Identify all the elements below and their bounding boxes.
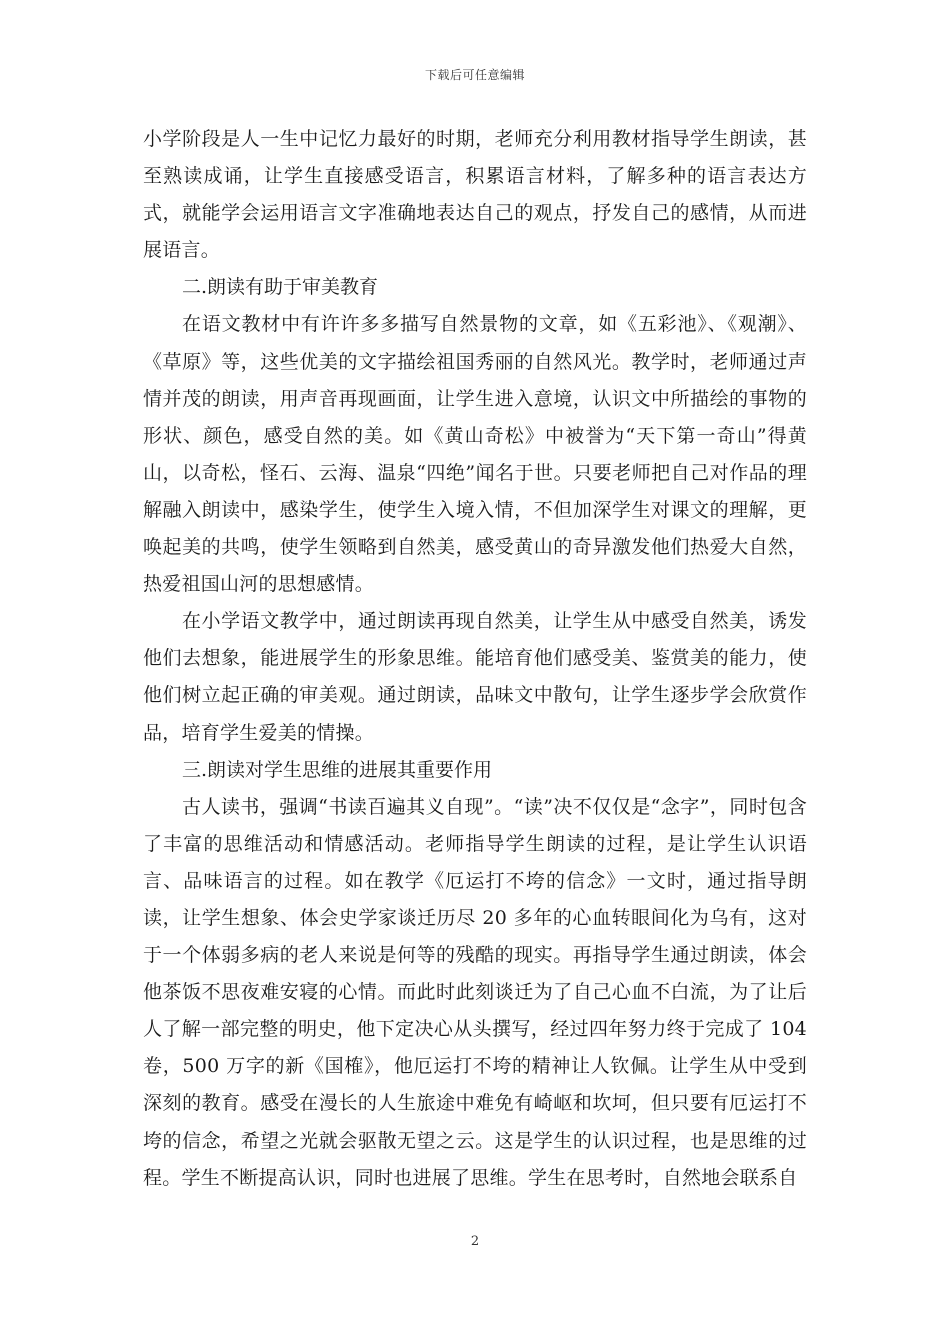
page-header: 下载后可任意编辑 — [424, 68, 525, 82]
section-heading-2: 二.朗读有助于审美教育 — [182, 276, 379, 299]
paragraph-4: 古人读书，强调“书读百遍其义自现”。“读”决不仅仅是“念字”，同时包含了丰富的思维活动和情感活动。老师指导学生朗读的过程，是让学生认识语言、品味语言的过程。如在教学《厄运打不垮的信念》一文时，通过指导朗读，让学生想象、体会史学家谈迁历尽 20 多年的心血转眼间化为乌有，这对于一个体弱多病的老人来说是何等的残酷的现实。再指导学生通过朗读，体会他茶饭不思夜难安寝的心情。而此时此刻谈迁为了自己心血不白流，为了让后人了解一部完整的明史，他下定决心从头撰写，经过四年努力终于完成了 104卷，500 万字的新《国榷》，他厄运打不垮的精神让人钦佩。让学生从中受到深刻的教育。感受在漫长的人生旅途中难免有崎岖和坎坷，但只要有厄运打不垮的信念，希望之光就会驱散无望之云。这是学生的认识过程，也是思维的过程。学生不断提高认识，同时也进展了思维。学生在思考时，自然地会联系自 — [143, 795, 807, 1189]
paragraph-2: 在语文教材中有许许多多描写自然景物的文章，如《五彩池》、《观潮》、《草原》等，这些优美的文字描绘祖国秀丽的自然风光。教学时，老师通过声情并茂的朗读，用声音再现画面，让学生进入意境，认识文中所描绘的事物的形状、颜色，感受自然的美。如《黄山奇松》中被誉为“天下第一奇山”得黄山，以奇松，怪石、云海、温泉“四绝”闻名于世。只要老师把自己对作品的理解融入朗读中，感染学生，使学生入境入情，不但加深学生对课文的理解，更唤起美的共鸣，使学生领略到自然美，感受黄山的奇异激发他们热爱大自然，热爱祖国山河的思想感情。 — [143, 313, 807, 596]
page-number: 2 — [470, 1234, 480, 1249]
paragraph-1: 小学阶段是人一生中记忆力最好的时期，老师充分利用教材指导学生朗读，甚至熟读成诵，让学生直接感受语言，积累语言材料，了解多种的语言表达方式，就能学会运用语言文字准确地表达自己的观点，抒发自己的感情，从而进展语言。 — [143, 128, 807, 262]
section-heading-3: 三.朗读对学生思维的进展其重要作用 — [182, 758, 493, 781]
paragraph-3: 在小学语文教学中，通过朗读再现自然美，让学生从中感受自然美，诱发他们去想象，能进展学生的形象思维。能培育他们感受美、鉴赏美的能力，使他们树立起正确的审美观。通过朗读，品味文中散句，让学生逐步学会欣赏作品，培育学生爱美的情操。 — [143, 610, 807, 744]
document-body — [143, 121, 807, 1197]
